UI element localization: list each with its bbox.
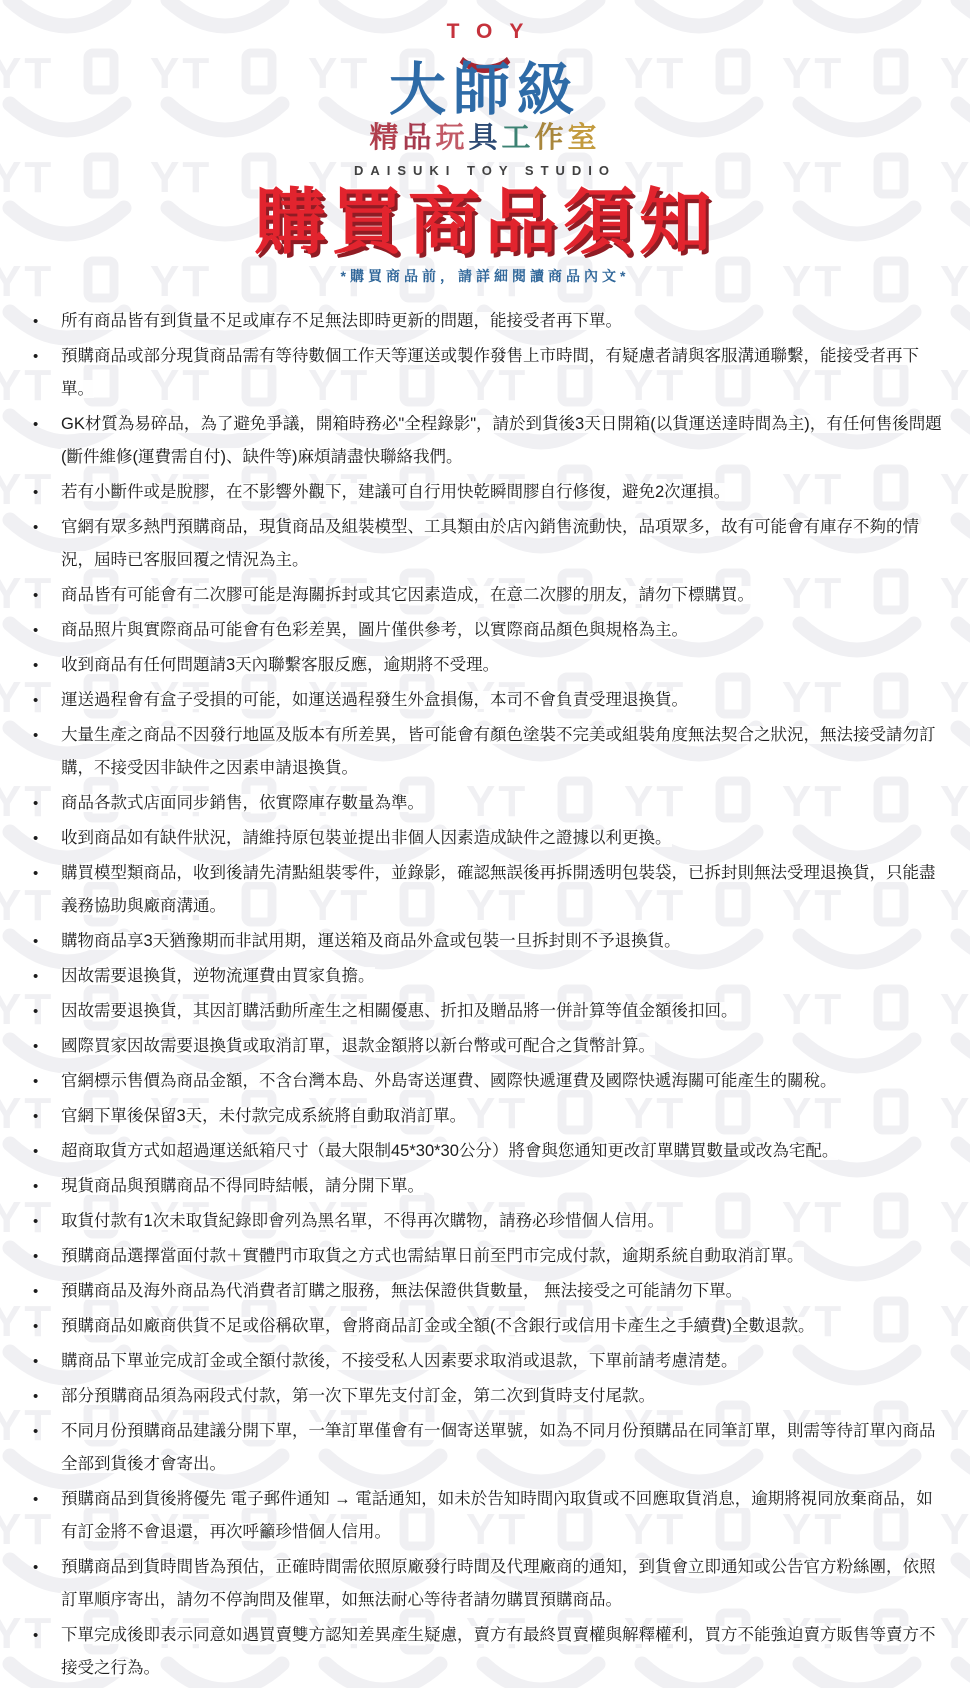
notice-item	[28, 476, 945, 509]
notice-item	[28, 1240, 945, 1273]
notice-item	[28, 684, 945, 717]
notice-item	[28, 1100, 945, 1133]
notice-item	[28, 1619, 945, 1685]
notice-text: 若有小斷件或是脫膠，在不影響外觀下，建議可自行用快乾瞬間膠自行修復，避免2次運損。	[61, 482, 731, 501]
notice-item	[28, 787, 945, 820]
notice-item	[28, 995, 945, 1028]
brand-subtitle-char: 精	[369, 121, 403, 154]
notice-item	[28, 822, 945, 855]
notice-item	[28, 1380, 945, 1413]
notice-text: 現貨商品與預購商品不得同時結帳，請分開下單。	[61, 1176, 424, 1195]
notice-text: 所有商品皆有到貨量不足或庫存不足無法即時更新的問題，能接受者再下單。	[61, 311, 622, 330]
notice-text: 收到商品如有缺件狀況，請維持原包裝並提出非個人因素造成缺件之證據以利更換。	[61, 828, 672, 847]
brand-name: 大師級	[389, 58, 581, 123]
notice-list	[0, 305, 970, 1685]
notice-text: 預購商品到貨後將優先 電子郵件通知 → 電話通知，如未於告知時間內取貨或不回應取貨消息，逾期將視同放棄商品，如有訂金將不會退還，再次呼籲珍惜個人信用。	[61, 1489, 933, 1541]
notice-item	[28, 925, 945, 958]
brand-subtitle-char: 品	[402, 121, 436, 154]
notice-item	[28, 649, 945, 682]
notice-item	[28, 1135, 945, 1168]
notice-item	[28, 1205, 945, 1238]
notice-text: 官網有眾多熱門預購商品，現貨商品及組裝模型、工具類由於店內銷售流動快，品項眾多，故有可能會有庫存不夠的情況，屆時已客服回覆之情況為主。	[61, 517, 919, 569]
brand-subtitle-char: 室	[567, 121, 601, 154]
notice-text: 購物商品享3天猶豫期而非試用期，運送箱及商品外盒或包裝一旦拆封則不予退換貨。	[61, 931, 681, 950]
notice-text: 預購商品到貨時間皆為預估，正確時間需依照原廠發行時間及代理廠商的通知，到貨會立即通知或公告官方粉絲團，依照訂單順序寄出，請勿不停詢問及催單，如無法耐心等待者請勿購買預購商品。	[61, 1557, 936, 1609]
notice-text: 購買模型類商品，收到後請先清點組裝零件，並錄影，確認無誤後再拆開透明包裝袋，已拆封則無法受理退換貨，只能盡義務協助與廠商溝通。	[61, 863, 936, 915]
notice-item	[28, 340, 945, 406]
notice-item	[28, 1310, 945, 1343]
notice-text: 國際買家因故需要退換貨或取消訂單，退款金額將以新台幣或可配合之貨幣計算。	[61, 1036, 655, 1055]
notice-text: 官網標示售價為商品金額，不含台灣本島、外島寄送運費、國際快遞運費及國際快遞海關可能產生的關稅。	[61, 1071, 837, 1090]
notice-item	[28, 305, 945, 338]
notice-item	[28, 1415, 945, 1481]
notice-item	[28, 1345, 945, 1378]
brand-subtitle-char: 工	[501, 121, 535, 154]
notice-text: 商品各款式店面同步銷售，依實際庫存數量為準。	[61, 793, 424, 812]
studio-name: DAISUKI TOY STUDIO	[353, 162, 617, 178]
notice-item	[28, 1170, 945, 1203]
brand-subtitle-char: 具	[468, 121, 502, 154]
notice-item	[28, 857, 945, 923]
notice-text: 預購商品如廠商供貨不足或俗稱砍單，會將商品訂金或全額(不含銀行或信用卡產生之手續費)全數退款。	[61, 1316, 815, 1335]
notice-item	[28, 1483, 945, 1549]
notice-text: 預購商品選擇當面付款＋實體門市取貨之方式也需結單日前至門市完成付款，逾期系統自動取消訂單。	[61, 1246, 804, 1265]
notice-item	[28, 1030, 945, 1063]
header	[0, 0, 970, 285]
notice-text: 購商品下單並完成訂金或全額付款後，不接受私人因素要求取消或退款，下單前請考慮清楚。	[61, 1351, 738, 1370]
notice-text: 預購商品或部分現貨商品需有等待數個工作天等運送或製作發售上市時間，有疑慮者請與客服溝通聯繫，能接受者再下單。	[61, 346, 919, 398]
brand-subtitle-char: 作	[534, 121, 568, 154]
notice-item	[28, 1065, 945, 1098]
notice-text: GK材質為易碎品，為了避免爭議，開箱時務必"全程錄影"，請於到貨後3天日開箱(以貨運送達時間為主)，有任何售後問題(斷件維修(運費需自付)、缺件等)麻煩請盡快聯絡我們。	[61, 414, 942, 466]
notice-item	[28, 511, 945, 577]
notice-item	[28, 408, 945, 474]
notice-text: 預購商品及海外商品為代消費者訂購之服務，無法保證供貨數量， 無法接受之可能請勿下單。	[61, 1281, 743, 1300]
notice-item	[28, 960, 945, 993]
notice-text: 商品皆有可能會有二次膠可能是海關拆封或其它因素造成，在意二次膠的朋友，請勿下標購買。	[61, 585, 754, 604]
notice-text: 收到商品有任何問題請3天內聯繫客服反應，逾期將不受理。	[61, 655, 500, 674]
page-title: 購買商品須知	[253, 183, 716, 264]
brand-subtitle	[0, 123, 970, 155]
brand-subtitle-char: 玩	[435, 121, 469, 154]
notice-text: 商品照片與實際商品可能會有色彩差異，圖片僅供參考，以實際商品顏色與規格為主。	[61, 620, 688, 639]
notice-text: 取貨付款有1次未取貨紀錄即會列為黑名單，不得再次購物，請務必珍惜個人信用。	[61, 1211, 665, 1230]
notice-text: 因故需要退換貨，其因訂購活動所產生之相關優惠、折扣及贈品將一併計算等值金額後扣回。	[61, 1001, 738, 1020]
notice-text: 官網下單後保留3天，未付款完成系統將自動取消訂單。	[61, 1106, 467, 1125]
notice-item	[28, 1275, 945, 1308]
notice-item	[28, 719, 945, 785]
page-subtitle: *購買商品前，請詳細閱讀商品內文*	[340, 268, 630, 285]
notice-text: 下單完成後即表示同意如遇買賣雙方認知差異產生疑慮，賣方有最終買賣權與解釋權利，買方不能強迫賣方販售等賣方不接受之行為。	[61, 1625, 936, 1677]
notice-text: 部分預購商品須為兩段式付款，第一次下單先支付訂金，第二次到貨時支付尾款。	[61, 1386, 655, 1405]
notice-text: 超商取貨方式如超過運送紙箱尺寸（最大限制45*30*30公分）將會與您通知更改訂單購買數量或改為宅配。	[61, 1141, 839, 1160]
notice-item	[28, 579, 945, 612]
notice-item	[28, 1551, 945, 1617]
notice-text: 運送過程會有盒子受損的可能，如運送過程發生外盒損傷，本司不會負責受理退換貨。	[61, 690, 688, 709]
notice-text: 大量生產之商品不因發行地區及版本有所差異，皆可能會有顏色塗裝不完美或組裝角度無法契合之狀況，無法接受請勿訂購，不接受因非缺件之因素申請退換貨。	[61, 725, 936, 777]
notice-item	[28, 614, 945, 647]
notice-text: 不同月份預購商品建議分開下單，一筆訂單僅會有一個寄送單號，如為不同月份預購品在同筆訂單，則需等待訂單內商品全部到貨後才會寄出。	[61, 1421, 936, 1473]
notice-text: 因故需要退換貨，逆物流運費由買家負擔。	[61, 966, 375, 985]
toy-wordmark: TOY	[446, 20, 541, 43]
